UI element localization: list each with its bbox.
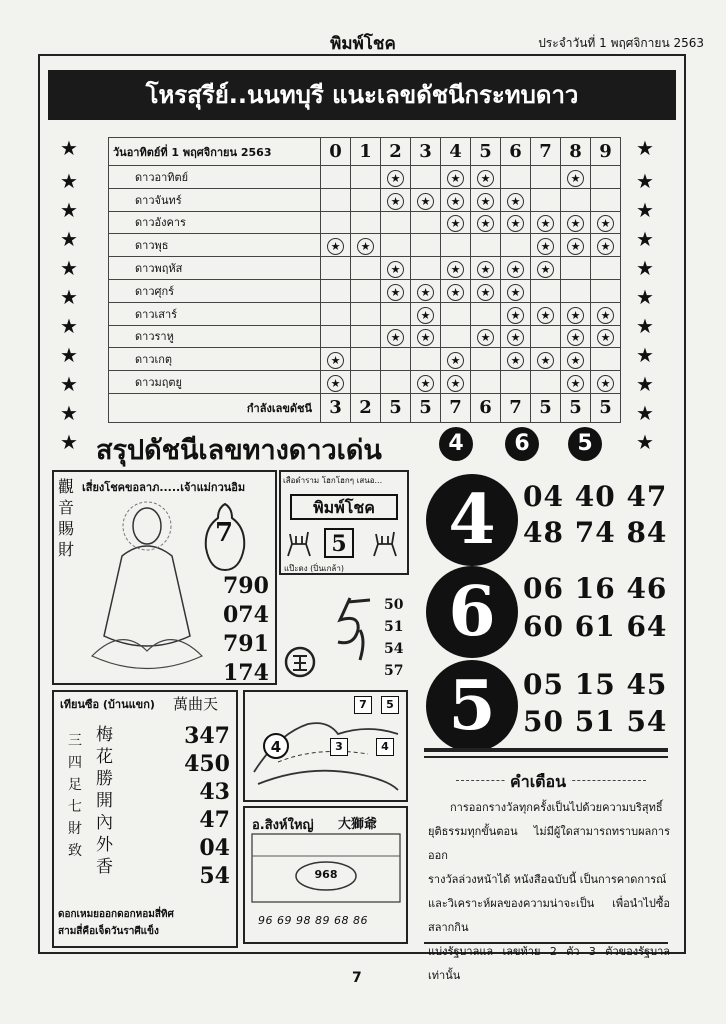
croc-digit-1: 4 <box>263 733 289 759</box>
grid-cell <box>561 211 591 234</box>
grid-cell <box>561 348 591 371</box>
decorative-star-icon: ★ <box>60 136 78 160</box>
star-mark-icon: ★ <box>597 238 614 255</box>
star-mark-icon: ★ <box>567 170 584 187</box>
pair-row <box>523 572 667 605</box>
star-mark-icon: ★ <box>567 238 584 255</box>
grid-cell <box>501 325 531 348</box>
pair: 61 <box>574 610 616 643</box>
star-grid <box>108 137 621 423</box>
tianxiu-footer: ดอกเหมยออกดอกหอมสี่ทิศ สามสี่คือเจ็ดวันราศีแข็ง <box>58 909 174 937</box>
pair: 05 <box>523 668 564 701</box>
grid-cell <box>501 166 531 189</box>
planet-label: ดาวอาทิตย์ <box>109 166 321 189</box>
grid-cell <box>411 279 441 302</box>
grid-cell <box>321 348 351 371</box>
guanyin-numbers: 790 074 791 174 <box>223 573 269 686</box>
planet-label: ดาวพุธ <box>109 234 321 257</box>
pair: 40 <box>574 480 616 513</box>
grid-cell <box>441 371 471 394</box>
grid-cell <box>351 188 381 211</box>
grid-cell <box>501 348 531 371</box>
grid-cell <box>321 371 351 394</box>
decorative-star-icon: ★ <box>60 314 78 338</box>
summary-digit-1: 4 <box>439 427 473 461</box>
decorative-star-icon: ★ <box>636 256 654 280</box>
result-digit-6: 6 <box>426 566 518 658</box>
grid-cell <box>411 302 441 325</box>
grid-total: 5 <box>591 393 621 422</box>
grid-cell <box>441 325 471 348</box>
grid-cell <box>381 371 411 394</box>
grid-cell <box>531 302 561 325</box>
total-label: กำลังเลขดัชนี <box>109 393 321 422</box>
star-mark-icon: ★ <box>477 170 494 187</box>
guanyin-digit: 7 <box>215 518 234 548</box>
pimchok-caption: เสือดำราม โฮกโฮกๆ เสนอ... <box>283 476 383 485</box>
star-mark-icon: ★ <box>597 329 614 346</box>
grid-digit-header: 8 <box>561 138 591 166</box>
star-mark-icon: ★ <box>417 193 434 210</box>
deer-left-icon <box>282 526 316 560</box>
grid-total: 5 <box>561 393 591 422</box>
grid-cell <box>321 302 351 325</box>
star-mark-icon: ★ <box>567 375 584 392</box>
grid-digit-header: 0 <box>321 138 351 166</box>
star-mark-icon: ★ <box>447 193 464 210</box>
grid-cell <box>591 188 621 211</box>
pair: 64 <box>626 610 668 643</box>
grid-cell <box>441 166 471 189</box>
decorative-star-icon: ★ <box>60 227 78 251</box>
planet-label: ดาวราหู <box>109 325 321 348</box>
summary-digit-2: 6 <box>505 427 539 461</box>
grid-cell <box>411 371 441 394</box>
result-digit-4: 4 <box>426 474 518 566</box>
decorative-star-icon: ★ <box>636 314 654 338</box>
grid-cell <box>351 371 381 394</box>
star-mark-icon: ★ <box>417 307 434 324</box>
grid-cell <box>531 234 561 257</box>
grid-cell <box>411 325 441 348</box>
star-mark-icon: ★ <box>477 284 494 301</box>
grid-cell <box>501 371 531 394</box>
divider <box>424 942 668 944</box>
decorative-star-icon: ★ <box>636 285 654 309</box>
decorative-star-icon: ★ <box>60 169 78 193</box>
pair: 54 <box>626 705 668 738</box>
grid-cell <box>441 348 471 371</box>
grid-cell <box>561 302 591 325</box>
grid-cell <box>321 211 351 234</box>
grid-digit-header: 9 <box>591 138 621 166</box>
decorative-star-icon: ★ <box>636 136 654 160</box>
grid-digit-header: 2 <box>381 138 411 166</box>
grid-cell <box>591 257 621 280</box>
star-mark-icon: ★ <box>507 352 524 369</box>
warning-text: การออกรางวัลทุกครั้งเป็นไปด้วยความบริสุทธิ์ ยุติธรรมทุกขั้นตอน ไม่มีผู้ใดสามารถทราบผลการออก รางวัลล่วงหน้าได้ หนังสือฉบับนี้ เป็นการคาดการณ์ และวิเคราะห์ผลของความน่าจะเป็น เพื่อนำไปซื้อสลากกิน แบ่งรัฐบาลแล เลขท้าย 2 ตัว 3 ตัวของรัฐบาลเท่านั้น <box>428 801 670 982</box>
pimchok-title: พิมพ์โชค <box>290 494 398 520</box>
grid-cell <box>531 257 561 280</box>
grid-total: 6 <box>471 393 501 422</box>
grid-cell <box>561 279 591 302</box>
grid-total: 3 <box>321 393 351 422</box>
croc-digit-2: 7 <box>354 696 372 714</box>
grid-cell <box>501 188 531 211</box>
decorative-star-icon: ★ <box>636 430 654 454</box>
tianxiu-chars-left: 三 四 足 七 財 致 <box>68 733 82 859</box>
page-number: 7 <box>352 970 362 986</box>
pair-row <box>523 480 667 513</box>
grid-digit-header: 4 <box>441 138 471 166</box>
grid-total: 7 <box>441 393 471 422</box>
star-mark-icon: ★ <box>567 352 584 369</box>
star-mark-icon: ★ <box>597 215 614 232</box>
divider <box>424 756 668 758</box>
grid-cell <box>561 371 591 394</box>
grid-cell <box>501 211 531 234</box>
summary-digit-3: 5 <box>568 427 602 461</box>
star-mark-icon: ★ <box>567 215 584 232</box>
star-mark-icon: ★ <box>567 307 584 324</box>
pair: 47 <box>626 480 668 513</box>
grid-cell <box>561 166 591 189</box>
star-mark-icon: ★ <box>597 307 614 324</box>
tianxiu-chinese-title: 萬曲天 <box>173 695 219 713</box>
grid-cell <box>531 166 561 189</box>
planet-label: ดาวเสาร์ <box>109 302 321 325</box>
grid-cell <box>351 348 381 371</box>
grid-cell <box>591 371 621 394</box>
pair: 45 <box>626 668 668 701</box>
grid-cell <box>441 302 471 325</box>
grid-cell <box>531 279 561 302</box>
decorative-star-icon: ★ <box>60 285 78 309</box>
grid-cell <box>321 257 351 280</box>
decorative-star-icon: ★ <box>636 227 654 251</box>
star-mark-icon: ★ <box>387 329 404 346</box>
grid-cell <box>321 325 351 348</box>
grid-cell <box>501 234 531 257</box>
grid-cell <box>471 279 501 302</box>
grid-cell <box>471 211 501 234</box>
grid-cell <box>441 188 471 211</box>
grid-cell <box>321 234 351 257</box>
star-mark-icon: ★ <box>447 352 464 369</box>
grid-cell <box>471 302 501 325</box>
grid-cell <box>501 302 531 325</box>
pair-row <box>523 516 667 549</box>
result-digit-5: 5 <box>426 660 518 752</box>
pair: 06 <box>523 572 564 605</box>
pair: 46 <box>626 572 668 605</box>
grid-cell <box>411 188 441 211</box>
grid-cell <box>471 371 501 394</box>
calligraphy-5-icon <box>330 590 380 670</box>
star-mark-icon: ★ <box>387 193 404 210</box>
star-mark-icon: ★ <box>357 238 374 255</box>
grid-cell <box>471 234 501 257</box>
singyai-center-number: 968 <box>314 868 338 881</box>
pimchok-digit: 5 <box>324 528 354 558</box>
grid-total: 5 <box>411 393 441 422</box>
star-mark-icon: ★ <box>537 307 554 324</box>
brand-title: พิมพ์โชค <box>330 34 396 54</box>
grid-cell <box>531 325 561 348</box>
grid-cell <box>591 279 621 302</box>
grid-cell <box>321 188 351 211</box>
grid-cell <box>471 166 501 189</box>
star-mark-icon: ★ <box>387 170 404 187</box>
grid-cell <box>351 211 381 234</box>
star-mark-icon: ★ <box>507 215 524 232</box>
star-mark-icon: ★ <box>477 261 494 278</box>
issue-date: ประจำวันที่ 1 พฤศจิกายน 2563 <box>538 36 704 50</box>
star-mark-icon: ★ <box>507 329 524 346</box>
croc-digit-3: 5 <box>381 696 399 714</box>
tianxiu-chars-right: 梅 花 勝 開 內 外 香 <box>96 725 113 877</box>
decorative-star-icon: ★ <box>60 343 78 367</box>
decorative-star-icon: ★ <box>636 401 654 425</box>
singyai-numbers: 96 69 98 89 68 86 <box>258 914 368 927</box>
star-mark-icon: ★ <box>387 261 404 278</box>
warning-title: คำเตือน <box>506 770 570 795</box>
star-mark-icon: ★ <box>477 193 494 210</box>
star-mark-icon: ★ <box>507 284 524 301</box>
pair-row <box>523 610 667 643</box>
decorative-star-icon: ★ <box>636 372 654 396</box>
star-mark-icon: ★ <box>537 238 554 255</box>
pair: 50 <box>523 705 564 738</box>
star-mark-icon: ★ <box>447 284 464 301</box>
grid-cell <box>441 211 471 234</box>
grid-cell <box>381 211 411 234</box>
grid-cell <box>351 279 381 302</box>
grid-cell <box>381 188 411 211</box>
planet-label: ดาวอังคาร <box>109 211 321 234</box>
grid-cell <box>591 348 621 371</box>
grid-cell <box>531 371 561 394</box>
star-mark-icon: ★ <box>537 352 554 369</box>
star-mark-icon: ★ <box>417 329 434 346</box>
grid-cell <box>321 279 351 302</box>
grid-cell <box>591 211 621 234</box>
grid-cell <box>381 302 411 325</box>
grid-cell <box>381 257 411 280</box>
star-mark-icon: ★ <box>507 307 524 324</box>
seal-stamp-icon <box>284 646 316 678</box>
grid-cell <box>591 234 621 257</box>
grid-cell <box>381 234 411 257</box>
guanyin-title: เสี่ยงโชคขอลาภ.....เจ้าแม่กวนอิม <box>82 481 246 494</box>
decorative-star-icon: ★ <box>60 401 78 425</box>
guanyin-illustration <box>82 496 212 678</box>
grid-cell <box>381 325 411 348</box>
grid-total: 7 <box>501 393 531 422</box>
guanyin-chinese-chars: 觀 音 賜 財 <box>58 477 75 559</box>
summary-title: สรุปดัชนีเลขทางดาวเด่น <box>96 435 382 466</box>
pair: 48 <box>523 516 564 549</box>
singyai-label: อ.สิงห์ใหญ่ <box>252 818 314 833</box>
croc-digit-5: 4 <box>376 738 394 756</box>
grid-cell <box>501 279 531 302</box>
grid-cell <box>381 166 411 189</box>
star-mark-icon: ★ <box>447 261 464 278</box>
decorative-star-icon: ★ <box>636 198 654 222</box>
grid-total: 2 <box>351 393 381 422</box>
grid-cell <box>561 325 591 348</box>
grid-cell <box>411 234 441 257</box>
pair: 51 <box>574 705 616 738</box>
grid-total: 5 <box>531 393 561 422</box>
grid-digit-header: 5 <box>471 138 501 166</box>
star-mark-icon: ★ <box>537 215 554 232</box>
pair: 15 <box>574 668 616 701</box>
grid-cell <box>381 348 411 371</box>
grid-cell <box>591 302 621 325</box>
grid-cell <box>381 279 411 302</box>
star-mark-icon: ★ <box>327 352 344 369</box>
star-mark-icon: ★ <box>477 329 494 346</box>
grid-digit-header: 6 <box>501 138 531 166</box>
star-mark-icon: ★ <box>327 238 344 255</box>
grid-cell <box>351 257 381 280</box>
grid-cell <box>561 257 591 280</box>
star-mark-icon: ★ <box>567 329 584 346</box>
grid-cell <box>531 211 561 234</box>
divider <box>424 748 668 752</box>
croc-digit-4: 3 <box>330 738 348 756</box>
grid-cell <box>351 234 381 257</box>
decorative-star-icon: ★ <box>636 343 654 367</box>
grid-cell <box>411 211 441 234</box>
grid-cell <box>411 257 441 280</box>
grid-digit-header: 3 <box>411 138 441 166</box>
planet-label: ดาวจันทร์ <box>109 188 321 211</box>
pair: 84 <box>626 516 668 549</box>
grid-cell <box>561 234 591 257</box>
grid-cell <box>471 325 501 348</box>
grid-cell <box>531 348 561 371</box>
grid-cell <box>351 325 381 348</box>
deer-right-icon <box>368 526 402 560</box>
star-mark-icon: ★ <box>507 193 524 210</box>
grid-cell <box>531 188 561 211</box>
grid-cell <box>561 188 591 211</box>
grid-cell <box>471 348 501 371</box>
pair: 16 <box>574 572 616 605</box>
grid-cell <box>471 257 501 280</box>
pair-row <box>523 705 667 738</box>
grid-cell <box>471 188 501 211</box>
banner-title: โหรสุรีย์..นนทบุรี แนะเลขดัชนีกระทบดาว <box>48 70 676 120</box>
star-mark-icon: ★ <box>447 375 464 392</box>
pair: 60 <box>523 610 564 643</box>
star-mark-icon: ★ <box>477 215 494 232</box>
star-mark-icon: ★ <box>597 375 614 392</box>
grid-cell <box>411 348 441 371</box>
tianxiu-title: เทียนซือ (บ้านแขก) <box>60 698 155 711</box>
grid-digit-header: 7 <box>531 138 561 166</box>
star-mark-icon: ★ <box>327 375 344 392</box>
grid-digit-header: 1 <box>351 138 381 166</box>
grid-cell <box>351 166 381 189</box>
decorative-star-icon: ★ <box>60 256 78 280</box>
decorative-star-icon: ★ <box>636 169 654 193</box>
planet-label: ดาวพฤหัส <box>109 257 321 280</box>
grid-cell <box>411 166 441 189</box>
pimchok-numbers: 50 51 54 57 <box>384 597 404 679</box>
tianxiu-numbers: 347 450 43 47 04 54 <box>184 723 230 889</box>
star-mark-icon: ★ <box>507 261 524 278</box>
grid-title: วันอาทิตย์ที่ 1 พฤศจิกายน 2563 <box>109 138 321 166</box>
star-mark-icon: ★ <box>447 215 464 232</box>
decorative-star-icon: ★ <box>60 372 78 396</box>
star-mark-icon: ★ <box>417 375 434 392</box>
decorative-star-icon: ★ <box>60 198 78 222</box>
star-mark-icon: ★ <box>447 170 464 187</box>
grid-total: 5 <box>381 393 411 422</box>
pimchok-footer: แป๊ะดง (ปิ่นเกล้า) <box>284 564 344 573</box>
pair: 74 <box>574 516 616 549</box>
grid-cell <box>321 166 351 189</box>
pair: 04 <box>523 480 564 513</box>
grid-cell <box>441 234 471 257</box>
grid-cell <box>441 257 471 280</box>
grid-cell <box>441 279 471 302</box>
star-mark-icon: ★ <box>387 284 404 301</box>
planet-label: ดาวศุกร์ <box>109 279 321 302</box>
decorative-star-icon: ★ <box>60 430 78 454</box>
planet-label: ดาวมฤตยู <box>109 371 321 394</box>
grid-cell <box>591 166 621 189</box>
star-mark-icon: ★ <box>417 284 434 301</box>
grid-cell <box>351 302 381 325</box>
star-mark-icon: ★ <box>537 261 554 278</box>
singyai-chinese: 大獅爺 <box>338 817 378 832</box>
pair-row <box>523 668 667 701</box>
grid-cell <box>591 325 621 348</box>
grid-cell <box>501 257 531 280</box>
planet-label: ดาวเกตุ <box>109 348 321 371</box>
